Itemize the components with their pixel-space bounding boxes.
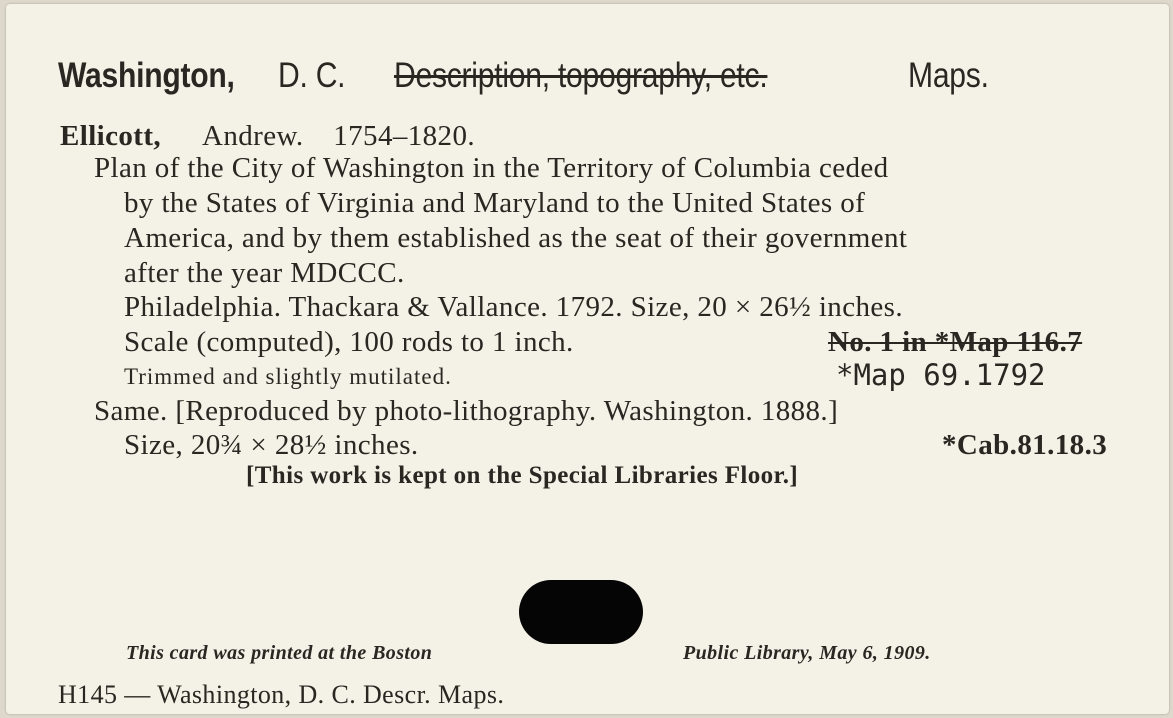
punch-hole xyxy=(519,580,643,644)
catalog-card xyxy=(6,4,1169,714)
old-call-number: No. 1 in *Map 116.7 xyxy=(828,326,1083,358)
title-line-2: by the States of Virginia and Maryland to the United States of xyxy=(124,187,866,219)
struck-subdivision: Description, topography, etc. xyxy=(394,56,768,95)
printed-note-left: This card was printed at the Boston xyxy=(126,642,433,664)
imprint-line: Philadelphia. Thackara & Vallance. 1792. Size, 20 × 26½ inches. xyxy=(124,291,903,323)
author-dates: 1754–1820. xyxy=(333,120,475,152)
author-surname: Ellicott, xyxy=(60,120,162,152)
location-note: [This work is kept on the Special Libraries Floor.] xyxy=(246,462,799,489)
card-footer: H145 — Washington, D. C. Descr. Maps. xyxy=(58,680,505,709)
reproduction-call-number: *Cab.81.18.3 xyxy=(942,429,1108,461)
scale-line: Scale (computed), 100 rods to 1 inch. xyxy=(124,326,574,358)
subject-place: D. C. xyxy=(278,56,346,95)
title-line-1: Plan of the City of Washington in the Territory of Columbia ceded xyxy=(94,152,889,184)
title-line-4: after the year MDCCC. xyxy=(124,257,405,289)
condition-note: Trimmed and slightly mutilated. xyxy=(124,364,452,389)
printed-note-right: Public Library, May 6, 1909. xyxy=(683,642,931,664)
title-line-3: America, and by them established as the seat of their government xyxy=(124,222,908,254)
author-given-name xyxy=(202,120,475,153)
call-number: *Map 69.1792 xyxy=(836,358,1046,392)
subject-heading: Washington, xyxy=(58,56,235,95)
form-subdivision: Maps. xyxy=(908,56,989,95)
reproduction-line: Same. [Reproduced by photo-lithography. Washington. 1888.] xyxy=(94,395,839,427)
author-given: Andrew. xyxy=(202,120,304,152)
reproduction-size: Size, 20¾ × 28½ inches. xyxy=(124,429,419,461)
